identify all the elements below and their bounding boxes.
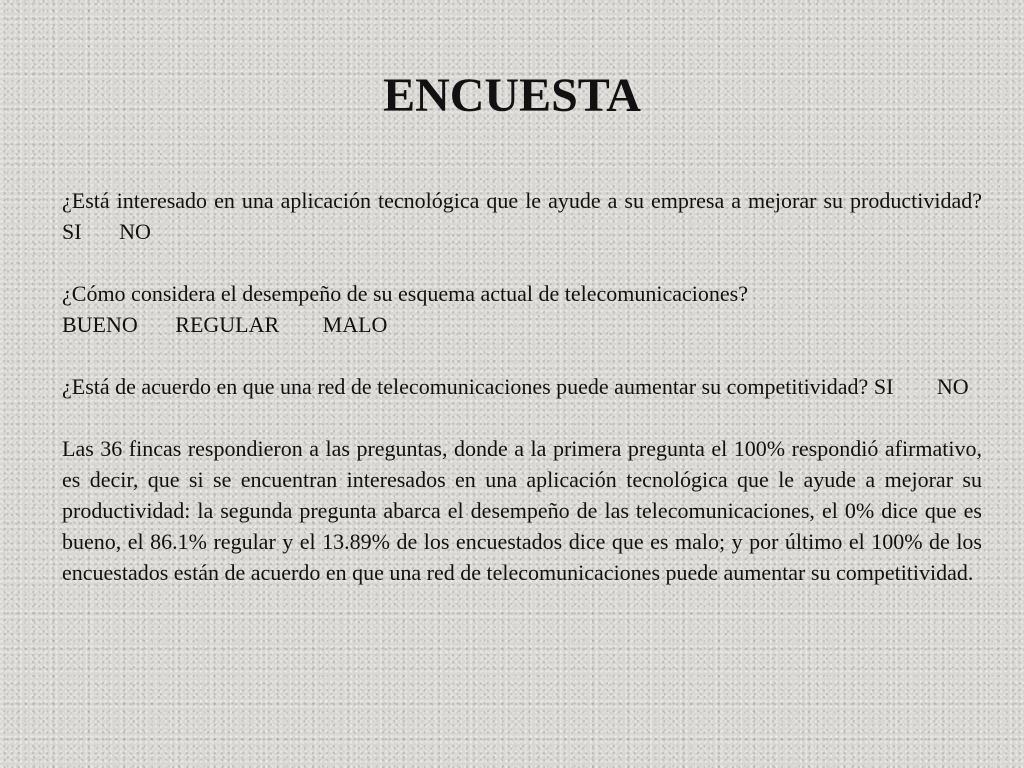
question-1-text: ¿Está interesado en una aplicación tecnológica que le ayude a su empresa a mejorar su productividad? (62, 188, 982, 213)
question-2-option-malo: MALO (322, 312, 388, 337)
question-3-option-no: NO (936, 374, 969, 399)
survey-content (62, 185, 982, 588)
question-2-text: ¿Cómo considera el desempeño de su esquema actual de telecomunicaciones? (62, 281, 749, 306)
slide-title: ENCUESTA (383, 69, 641, 122)
question-1-option-no: NO (119, 219, 151, 244)
question-2-option-regular: REGULAR (175, 312, 280, 337)
question-1-option-si: SI (62, 219, 82, 244)
question-3-text: ¿Está de acuerdo en que una red de telecomunicaciones puede aumentar su competitividad? (62, 374, 869, 399)
question-3-option-si: SI (873, 374, 894, 399)
summary-paragraph: Las 36 fincas respondieron a las preguntas, donde a la primera pregunta el 100% respondió afirmativo, es decir, que si se encuentran interesados en una aplicación tecnológica que le ayude a mejorar su productividad: la segunda pregunta abarca el desempeño de las telecomunicaciones, el 0% dice que es bueno, el 86.1% regular y el 13.89% de los encuestados dice que es malo; y por último el 100% de los encuestados están de acuerdo en que una red de telecomunicaciones puede aumentar su competitividad. (62, 436, 982, 585)
question-2-options (62, 309, 982, 340)
question-2-option-bueno: BUENO (62, 312, 138, 337)
question-2 (62, 278, 982, 309)
question-3 (62, 371, 982, 402)
question-1 (62, 185, 982, 247)
